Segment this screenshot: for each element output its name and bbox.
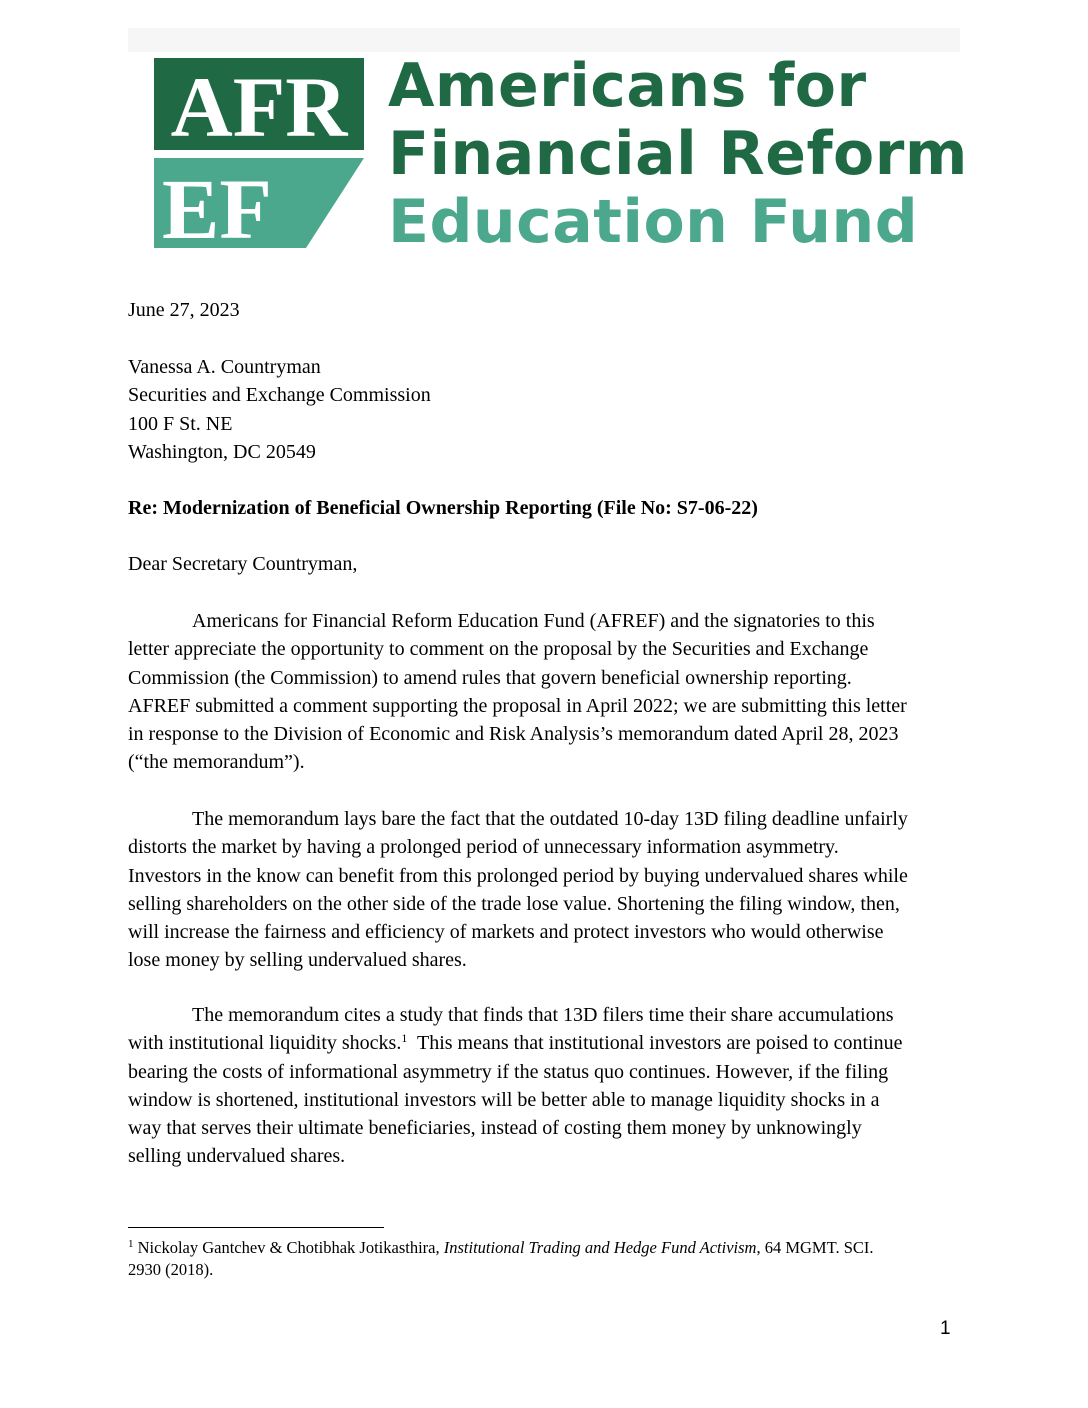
paragraph-text: with institutional liquidity shocks. — [128, 1032, 402, 1055]
paragraph-line: AFREF submitted a comment supporting the proposal in April 2022; we are submitting this letter — [128, 694, 907, 717]
footnote-line: 2930 (2018). — [128, 1260, 214, 1279]
paragraph-line: selling shareholders on the other side of the trade lose value. Shortening the filing window, then, — [128, 892, 900, 915]
letter-date: June 27, 2023 — [128, 299, 240, 321]
paragraph-line: way that serves their ultimate beneficiaries, instead of costing them money by unknowingly — [128, 1117, 862, 1140]
recipient-address — [128, 353, 964, 466]
paragraph-line: distorts the market by having a prolonged period of unnecessary information asymmetry. — [128, 836, 839, 859]
paragraph-line: window is shortened, institutional investors will be better able to manage liquidity shocks in a — [128, 1088, 880, 1111]
footnote-reference: 1 — [401, 1031, 408, 1046]
recipient-street: 100 F St. NE — [128, 412, 233, 435]
logo-line-3: Education Fund — [388, 187, 919, 257]
paragraph-line: lose money by selling undervalued shares. — [128, 949, 467, 972]
letterhead — [128, 28, 968, 268]
footnote-citation: , 64 MGMT. SCI. — [756, 1238, 874, 1257]
footnote-title: Institutional Trading and Hedge Fund Activism — [443, 1238, 757, 1257]
logo-line-1: Americans for — [388, 51, 867, 121]
letterhead-strip — [128, 28, 960, 52]
paragraph-line: will increase the fairness and efficiency of markets and protect investors who would otherwise — [128, 921, 884, 944]
page-number: 1 — [940, 1318, 951, 1339]
logo-line-2: Financial Reform — [388, 119, 968, 189]
footnote-line — [128, 1237, 964, 1259]
paragraph-2 — [128, 805, 964, 975]
salutation: Dear Secretary Countryman, — [128, 553, 358, 575]
recipient-name: Vanessa A. Countryman — [128, 356, 321, 378]
paragraph-line: selling undervalued shares. — [128, 1145, 346, 1168]
footnote-authors: Nickolay Gantchev & Chotibhak Jotikasthira, — [133, 1238, 444, 1257]
paragraph-line: Investors in the know can benefit from this prolonged period by buying undervalued shares while — [128, 864, 908, 887]
logo-mark-ef: EF — [162, 161, 272, 248]
paragraph-line — [128, 1029, 964, 1057]
paragraph-line: in response to the Division of Economic and Risk Analysis’s memorandum dated April 28, 2023 — [128, 723, 899, 746]
paragraph-text: This means that institutional investors are poised to continue — [407, 1032, 903, 1055]
paragraph-line: Commission (the Commission) to amend rules that govern beneficial ownership reporting. — [128, 666, 852, 689]
paragraph-line: (“the memorandum”). — [128, 751, 305, 774]
subject-line: Re: Modernization of Beneficial Ownership Reporting (File No: S7-06-22) — [128, 497, 758, 519]
footnote-divider — [128, 1227, 384, 1228]
afref-logo-mark — [154, 58, 364, 248]
paragraph-line: The memorandum lays bare the fact that the outdated 10-day 13D filing deadline unfairly — [192, 808, 908, 830]
footnote-marker: 1 — [128, 1238, 134, 1250]
paragraph-3 — [128, 1001, 964, 1171]
footnote — [128, 1237, 964, 1281]
paragraph-line: bearing the costs of informational asymmetry if the status quo continues. However, if the filing — [128, 1060, 889, 1083]
paragraph-1 — [128, 607, 964, 777]
recipient-org: Securities and Exchange Commission — [128, 384, 431, 407]
logo-wordmark — [388, 52, 968, 256]
recipient-city: Washington, DC 20549 — [128, 440, 316, 463]
paragraph-line: letter appreciate the opportunity to comment on the proposal by the Securities and Exchange — [128, 638, 869, 661]
logo-mark-afr: AFR — [170, 59, 348, 155]
paragraph-line: Americans for Financial Reform Education Fund (AFREF) and the signatories to this — [192, 610, 875, 632]
paragraph-line: The memorandum cites a study that finds that 13D filers time their share accumulations — [192, 1004, 894, 1026]
